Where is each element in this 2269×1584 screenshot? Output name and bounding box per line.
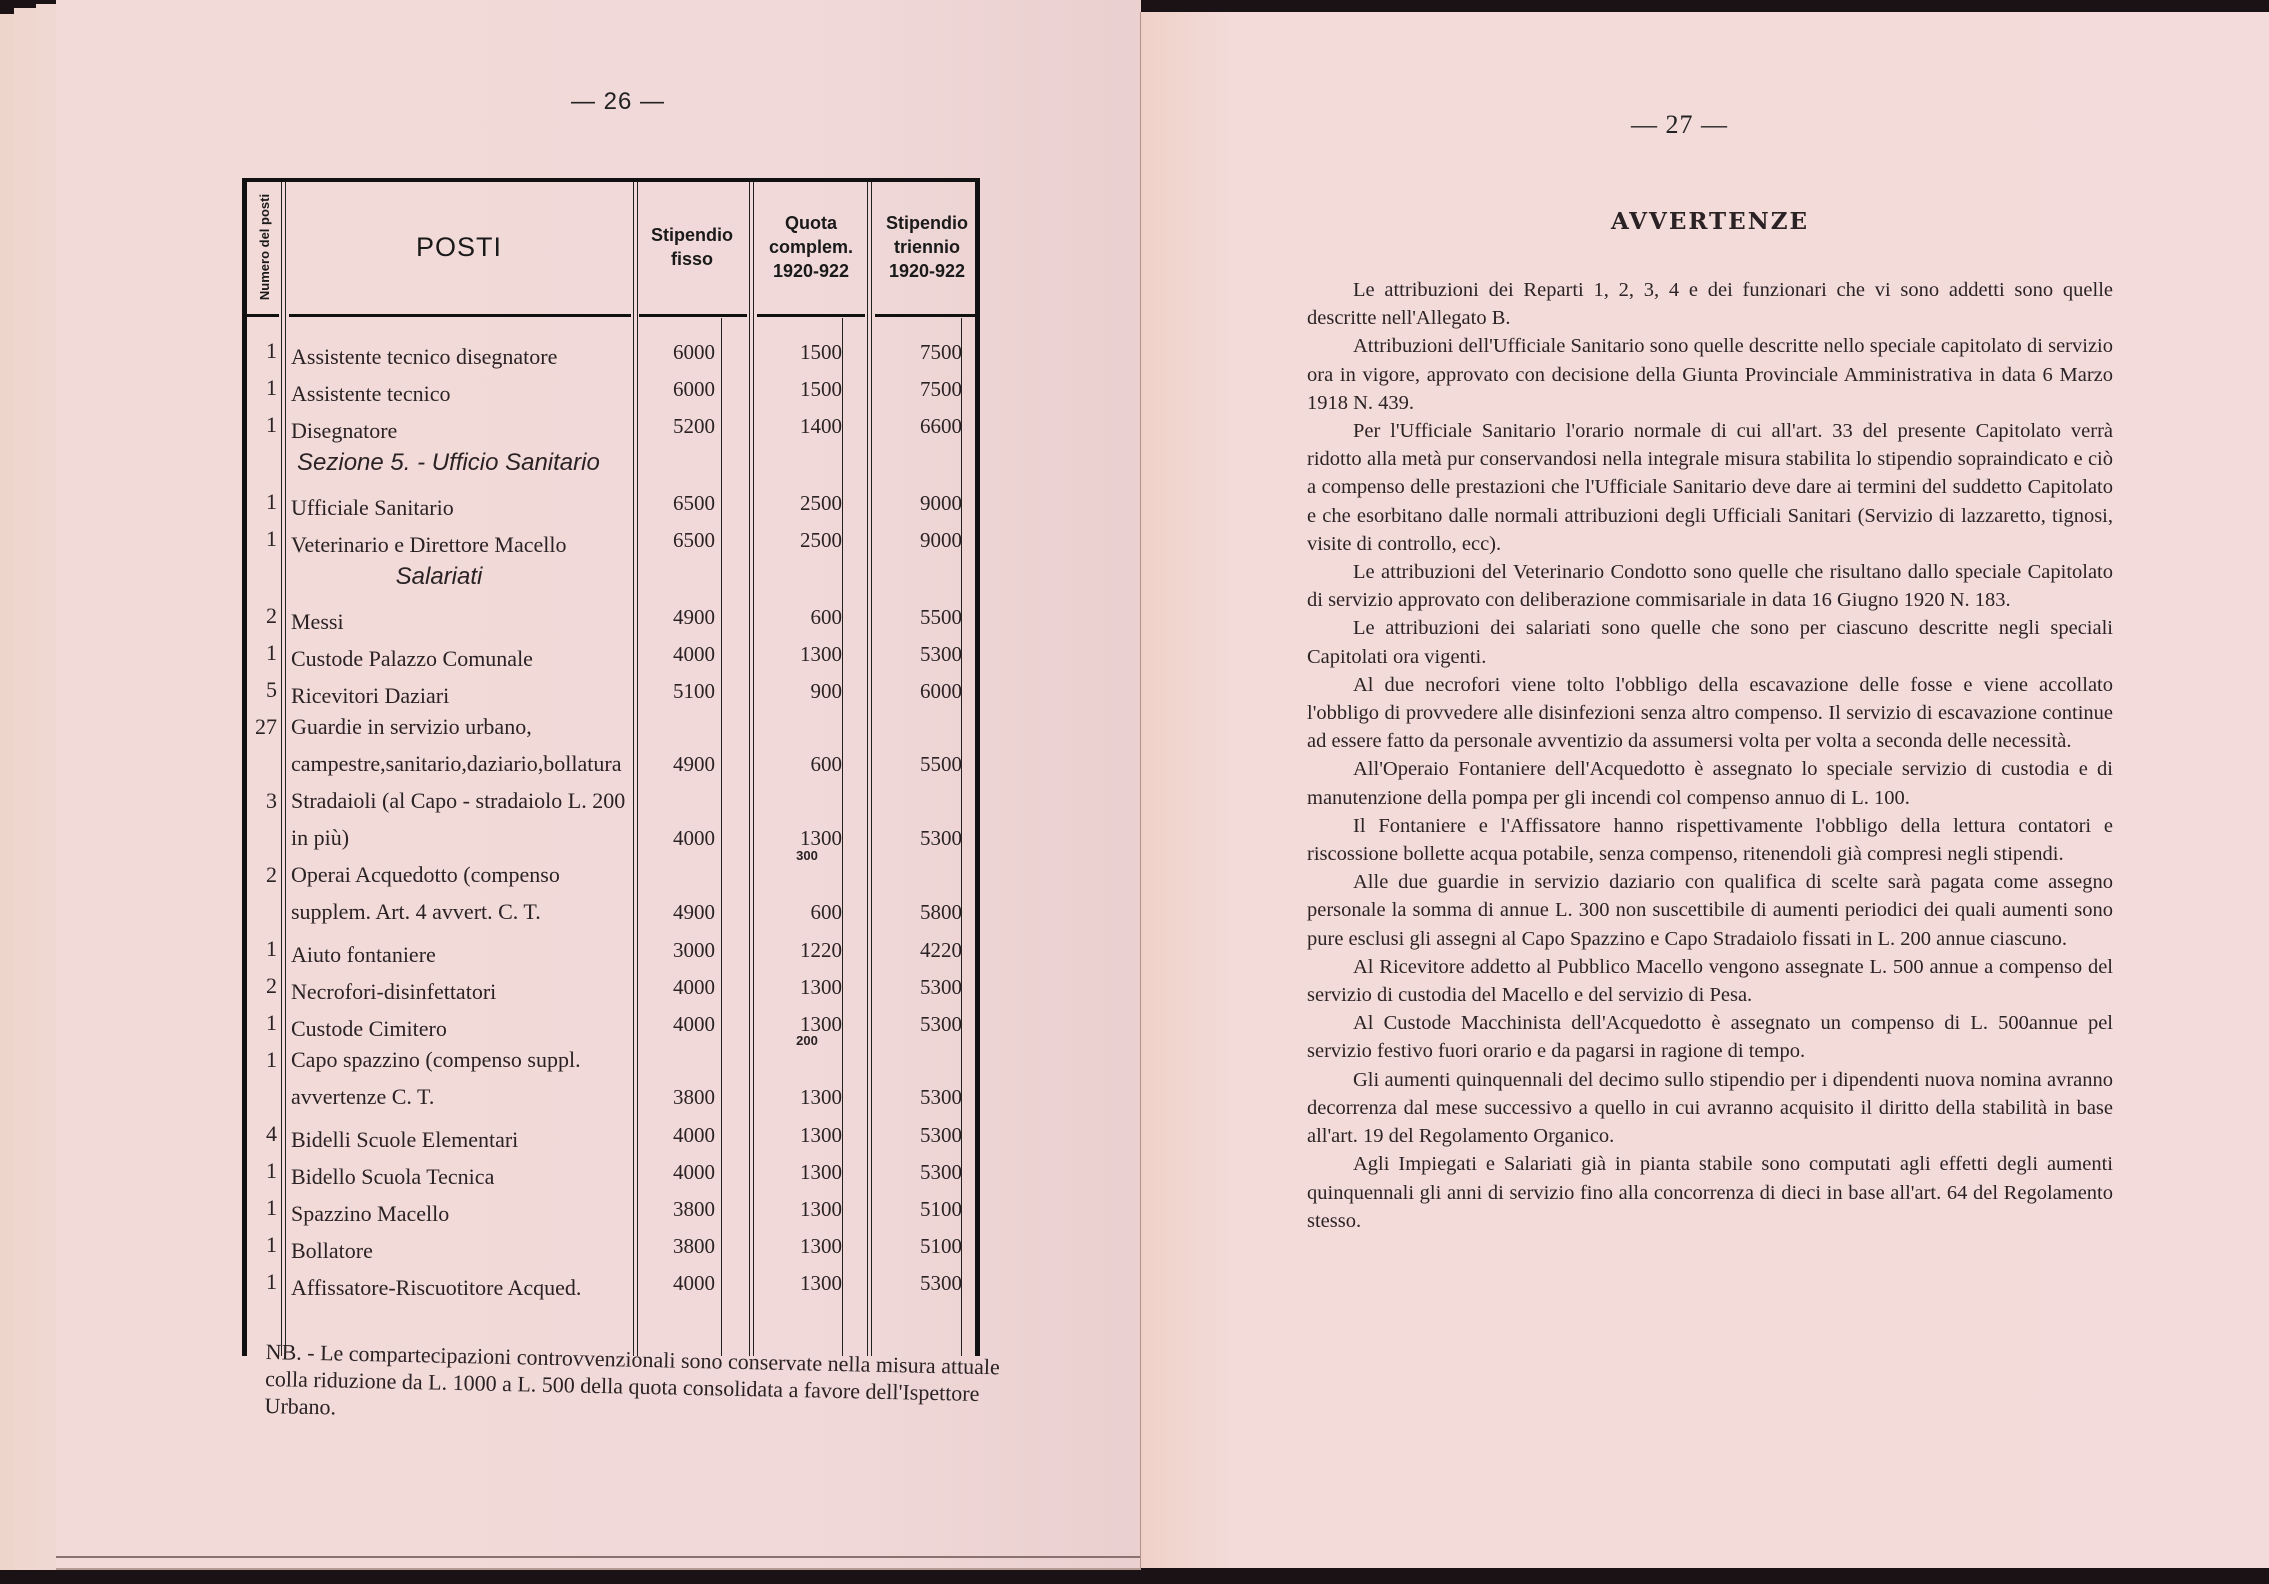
paragraph: Al due necrofori viene tolto l'obbligo della escavazione delle fosse e viene accollato l'obbligo di provvedere alle disinfezioni senza altro compenso. Il servizio di escavazione continue ad essere fatto da personale avventizio da assumersi volta per volta a seconda delle necessità. — [1307, 673, 2113, 753]
cell-stipendio-fisso: 4900 — [673, 605, 715, 629]
cell-quota-complem: 600 — [810, 752, 842, 776]
table-row — [247, 406, 975, 443]
cell-stipendio-triennio: 5300 — [920, 1160, 962, 1184]
paragraph: Alle due guardie in servizio daziario con qualifica di scelte sarà pagata come assegno personale la somma di annue L. 300 non suscettibile di aumenti periodici dei quali aumenti sono pure esclusi gli assegni al Capo Spazzino e Capo Stradaiolo fissati in L. 200 annue ciascuno. — [1307, 871, 2113, 950]
cell-stipendio-triennio: 5300 — [920, 1271, 962, 1295]
header-rule — [247, 314, 279, 317]
paragraph: Le attribuzioni dei Reparti 1, 2, 3, 4 e dei funzionari che vi sono addetti sono quelle descritte nell'Allegato B. — [1307, 279, 2113, 330]
cell-numero: 1 — [266, 338, 277, 363]
cell-stipendio-triennio: 5500 — [920, 605, 962, 629]
cell-quota-complem: 1300 — [800, 1123, 842, 1147]
cell-numero: 5 — [266, 677, 277, 702]
cell-stipendio-triennio: 7500 — [920, 340, 962, 364]
table-row — [247, 369, 975, 406]
cell-posto: Custode Palazzo Comunale — [291, 646, 533, 671]
table-row — [247, 1226, 975, 1263]
cell-posto: Veterinario e Direttore Macello — [291, 532, 567, 557]
paragraph: Per l'Ufficiale Sanitario l'orario normale di cui all'art. 33 del presente Capitolato verrà ridotto alla metà pur conservandosi nella integrale misura stabilita lo stipendio sopraindicato e ciò a compenso delle prestazioni che l'Ufficiale Sanitario deve dare ai termini del suddetto Capitolato e che esorbitano dalle normali attribuzioni degli Ufficiali Sanitari (Servizio di lazzaretto, tignosi, visite di controllo, ecc). — [1307, 420, 2113, 555]
table-row — [247, 1152, 975, 1189]
table-row — [247, 1115, 975, 1152]
cell-quota-complem: 1300 — [800, 1160, 842, 1184]
cell-stipendio-triennio: 5100 — [920, 1197, 962, 1221]
cell-numero: 4 — [266, 1121, 277, 1146]
cell-quota-complem: 1300 — [800, 826, 842, 850]
table-body — [247, 332, 975, 1300]
cell-stipendio-fisso: 3800 — [673, 1085, 715, 1109]
cell-stipendio-fisso: 4000 — [673, 1271, 715, 1295]
cell-stipendio-triennio: 4220 — [920, 938, 962, 962]
footnote-label: NB. - — [265, 1338, 315, 1366]
section-title-ufficio-sanitario: Sezione 5. - Ufficio Sanitario — [297, 449, 600, 476]
paragraph: Le attribuzioni del Veterinario Condotto sono quelle che risultano dallo speciale Capitolato di servizio approvato con deliberazione commisariale in data 16 Giugno 1920 N. 183. — [1307, 561, 2113, 612]
header-posti: POSTI — [415, 231, 502, 262]
paragraph: All'Operaio Fontaniere dell'Acquedotto è assegnato lo speciale servizio di custodia e di manutenzione della pompa per gli incendi col compenso annuo di L. 100. — [1307, 758, 2113, 809]
cell-stipendio-triennio: 6600 — [920, 414, 962, 438]
cell-stipendio-fisso: 5100 — [673, 679, 715, 703]
cell-stipendio-triennio: 5100 — [920, 1234, 962, 1258]
paragraph: Il Fontaniere e l'Affissatore hanno rispettivamente l'obbligo della lettura contatori e riscossione bollette acqua potabile, senza compenso, ritenendoli già compresi negli stipendi. — [1307, 814, 2113, 866]
cell-quota-complem: 1220 — [800, 938, 842, 962]
cell-stipendio-fisso: 6000 — [673, 377, 715, 401]
left-page — [56, 0, 1141, 1570]
cell-quota-complem: 1300 — [800, 975, 842, 999]
cell-posto: Guardie in servizio urbano, campestre,sanitario,daziario,bollatura — [291, 714, 622, 776]
cell-quota-complem: 1400 — [800, 414, 842, 438]
table-row — [247, 671, 975, 708]
table-row — [247, 1263, 975, 1300]
cell-numero: 1 — [266, 1047, 277, 1072]
cell-numero: 2 — [266, 862, 277, 887]
cell-numero: 2 — [266, 603, 277, 628]
right-page — [1141, 12, 2269, 1568]
footnote — [264, 1338, 1026, 1435]
cell-numero: 1 — [266, 1158, 277, 1183]
cell-quota-complem: 1300 — [800, 1012, 842, 1036]
cell-stipendio-triennio: 5300 — [920, 1085, 962, 1109]
cell-posto: Assistente tecnico disegnatore — [291, 344, 558, 369]
cell-posto: Bollatore — [291, 1238, 373, 1263]
cell-stipendio-triennio: 9000 — [920, 528, 962, 552]
cell-stipendio-triennio: 5300 — [920, 1012, 962, 1036]
cell-posto: Disegnatore — [291, 418, 398, 443]
cell-stipendio-triennio: 5500 — [920, 752, 962, 776]
cell-quota-complem: 600 — [810, 900, 842, 924]
cell-stipendio-fisso: 6000 — [673, 340, 715, 364]
cell-stipendio-fisso: 3800 — [673, 1197, 715, 1221]
cell-posto: Ufficiale Sanitario — [291, 495, 454, 520]
cell-numero: 2 — [266, 973, 277, 998]
header-rule — [639, 314, 747, 317]
cell-stipendio-fisso: 4000 — [673, 826, 715, 850]
cell-numero: 1 — [266, 1232, 277, 1257]
header-rule — [757, 314, 865, 317]
cell-stipendio-fisso: 4000 — [673, 1012, 715, 1036]
cell-quota-complem: 1500 — [800, 377, 842, 401]
cell-quota-complem: 900 — [810, 679, 842, 703]
cell-posto: Ricevitori Daziari — [291, 683, 450, 708]
table-row — [247, 520, 975, 557]
salary-table — [242, 178, 980, 1356]
cell-stipendio-fisso: 4000 — [673, 1123, 715, 1147]
table-row — [247, 967, 975, 1004]
cell-stipendio-triennio: 5300 — [920, 826, 962, 850]
cell-posto: Stradaioli (al Capo - stradaiolo L. 200 in più) — [291, 788, 626, 850]
cell-quota-complem: 2500 — [800, 491, 842, 515]
cell-numero: 27 — [255, 714, 277, 739]
table-row — [247, 782, 975, 856]
cell-stipendio-triennio: 9000 — [920, 491, 962, 515]
cell-numero: 1 — [266, 375, 277, 400]
table-row — [247, 848, 975, 930]
table-row — [247, 332, 975, 369]
header-rule — [875, 314, 975, 317]
page-stack-edge — [0, 14, 15, 1570]
cell-numero: 1 — [266, 640, 277, 665]
body-text — [1307, 276, 2113, 1235]
cell-quota-complem: 1300 — [800, 1271, 842, 1295]
cell-numero: 1 — [266, 1195, 277, 1220]
cell-quota-complem: 1300 — [800, 1197, 842, 1221]
cell-posto: Bidello Scuola Tecnica — [291, 1164, 495, 1189]
cell-posto: Custode Cimitero — [291, 1016, 447, 1041]
header-quota-complem: Quota complem. 1920-922 — [768, 213, 854, 281]
cell-posto: Necrofori-disinfettatori — [291, 979, 497, 1004]
page-stack-edge — [14, 8, 37, 1570]
cell-numero: 1 — [266, 526, 277, 551]
cell-posto: Operai Acquedotto (compenso supplem. Art. 4 avvert. C. T. — [291, 862, 560, 924]
cell-numero: 1 — [266, 489, 277, 514]
cell-quota-note: 200 — [796, 1033, 818, 1048]
cell-posto: Aiuto fontaniere — [291, 942, 436, 967]
cell-stipendio-triennio: 5300 — [920, 642, 962, 666]
cell-stipendio-fisso: 4900 — [673, 900, 715, 924]
cell-numero: 1 — [266, 1269, 277, 1294]
cell-stipendio-triennio: 5300 — [920, 1123, 962, 1147]
cell-stipendio-fisso: 3800 — [673, 1234, 715, 1258]
table-row — [247, 483, 975, 520]
page-number: — 27 — — [1631, 110, 1728, 139]
cell-posto: Assistente tecnico — [291, 381, 451, 406]
cell-stipendio-triennio: 7500 — [920, 377, 962, 401]
cell-numero: 1 — [266, 412, 277, 437]
header-rule — [289, 314, 631, 317]
cell-stipendio-fisso: 6500 — [673, 528, 715, 552]
cell-stipendio-triennio: 6000 — [920, 679, 962, 703]
paragraph: Agli Impiegati e Salariati già in pianta stabile sono computati agli effetti degli aumenti quinquennali gli anni di servizio fino alla concorrenza di dieci in base all'art. 64 del Regolamento stesso. — [1307, 1153, 2113, 1232]
cell-numero: 1 — [266, 936, 277, 961]
cell-posto: Spazzino Macello — [291, 1201, 450, 1226]
cell-posto: Messi — [291, 609, 344, 634]
cell-quota-complem: 1300 — [800, 642, 842, 666]
table-row — [247, 1189, 975, 1226]
cell-quota-complem: 600 — [810, 605, 842, 629]
paragraph: Al Ricevitore addetto al Pubblico Macello vengono assegnate L. 500 annue a compenso del servizio di custodia del Macello e del servizio di Pesa. — [1307, 955, 2113, 1007]
footnote-text: Le compartecipazioni controvvenzionali sono conservate nella misura attuale colla riduzione da L. 1000 a L. 500 della quota consolidata a favore dell'Ispettore Urbano. — [264, 1340, 1001, 1420]
cell-quota-complem: 1300 — [800, 1085, 842, 1109]
table-row — [247, 1004, 975, 1041]
cell-numero: 3 — [266, 788, 277, 813]
table-row — [247, 597, 975, 634]
cell-quota-complem: 2500 — [800, 528, 842, 552]
cell-stipendio-fisso: 4000 — [673, 975, 715, 999]
cell-quota-complem: 1500 — [800, 340, 842, 364]
cell-stipendio-fisso: 3000 — [673, 938, 715, 962]
cell-stipendio-fisso: 4900 — [673, 752, 715, 776]
header-stipendio-fisso: Stipendio fisso — [651, 225, 733, 269]
cell-posto: Affissatore-Riscuotitore Acqued. — [291, 1275, 582, 1300]
table-row — [247, 1033, 975, 1115]
paragraph: Gli aumenti quinquennali del decimo sullo stipendio per i dipendenti nuova nomina avranno decorrenza dal mese successivo a quello in cui avranno acquisito il diritto della stabilità in base all'art. 19 del Regolamento Organico. — [1307, 1068, 2113, 1148]
page-number: — 26 — — [571, 88, 666, 115]
cell-posto: Bidelli Scuole Elementari — [291, 1127, 519, 1152]
cell-stipendio-fisso: 6500 — [673, 491, 715, 515]
cell-quota-note: 300 — [796, 848, 818, 863]
paragraph: Al Custode Macchinista dell'Acquedotto è assegnato un compenso di L. 500annue pel servizio festivo fuori orario e da pagarsi in ragione di tempo. — [1307, 1012, 2113, 1063]
cell-numero: 1 — [266, 1010, 277, 1035]
cell-stipendio-triennio: 5800 — [920, 900, 962, 924]
cell-quota-complem: 1300 — [800, 1234, 842, 1258]
section-title-salariati: Salariati — [395, 563, 483, 590]
cell-stipendio-fisso: 4000 — [673, 642, 715, 666]
table-row — [247, 930, 975, 967]
page-title: AVVERTENZE — [1610, 208, 1810, 235]
table-row — [247, 708, 975, 782]
paragraph: Le attribuzioni dei salariati sono quelle che sono per ciascuno descritte negli speciali Capitolati ora vigenti. — [1307, 617, 2113, 668]
header-numero-posti: Numero del posti — [257, 193, 272, 301]
paragraph: Attribuzioni dell'Ufficiale Sanitario sono quelle descritte nello speciale capitolato di servizio ora in vigore, approvato con decisione della Giunta Provinciale Amministrativa in data 6 Marzo 1918 N. 439. — [1307, 335, 2113, 414]
header-stipendio-triennio: Stipendio triennio 1920-922 — [886, 213, 968, 281]
cell-stipendio-triennio: 5300 — [920, 975, 962, 999]
cell-stipendio-fisso: 4000 — [673, 1160, 715, 1184]
cell-posto: Capo spazzino (compenso suppl. avvertenze C. T. — [291, 1047, 581, 1109]
table-row — [247, 634, 975, 671]
cell-stipendio-fisso: 5200 — [673, 414, 715, 438]
